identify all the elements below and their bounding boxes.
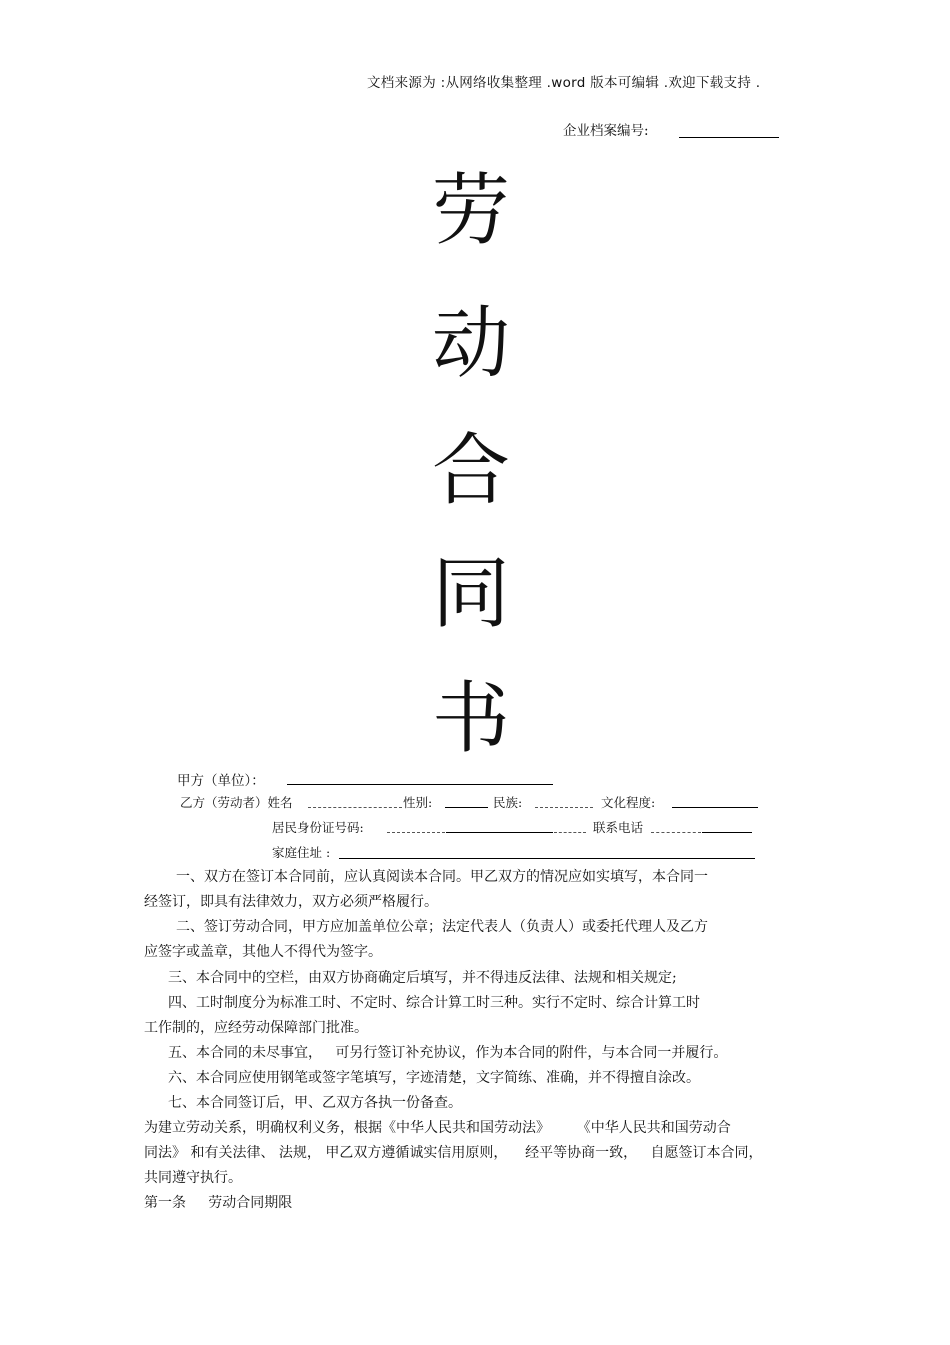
ethnicity-label: 民族: — [493, 795, 523, 810]
note-line: 四、工时制度分为标准工时、不定时、综合计算工时三种。实行不定时、综合计算工时 — [168, 995, 700, 1011]
party-b-name-label: 乙方（劳动者）姓名 — [180, 795, 293, 810]
id-number-field-c[interactable] — [554, 832, 586, 833]
address-field[interactable] — [339, 858, 755, 859]
id-number-label: 居民身份证号码: — [272, 820, 364, 835]
party-a-field[interactable] — [287, 784, 553, 785]
note-line: 六、本合同应使用钢笔或签字笔填写，字迹清楚，文字简练、准确，并不得擅自涂改。 — [168, 1070, 700, 1086]
note-line: 工作制的，应经劳动保障部门批准。 — [144, 1020, 368, 1036]
note-line: 一、双方在签订本合同前，应认真阅读本合同。甲乙双方的情况应如实填写，本合同一 — [176, 869, 708, 885]
source-note: 文档来源为 :从网络收集整理 .word 版本可编辑 .欢迎下载支持 . — [367, 75, 761, 91]
education-field[interactable] — [672, 807, 758, 808]
title-char-5: 书 — [431, 674, 510, 764]
note-line: 五、本合同的未尽事宜， 可另行签订补充协议，作为本合同的附件，与本合同一并履行。 — [168, 1045, 728, 1061]
title-char-3: 合 — [431, 426, 510, 516]
gender-label: 性别: — [403, 795, 433, 810]
note-line: 经签订，即具有法律效力，双方必须严格履行。 — [144, 894, 438, 910]
id-number-field-b[interactable] — [446, 832, 553, 833]
phone-label: 联系电话 — [593, 820, 644, 835]
ethnicity-field[interactable] — [535, 807, 593, 808]
title-char-2: 动 — [431, 299, 510, 389]
title-char-4: 同 — [431, 549, 510, 639]
title-char-1: 劳 — [431, 166, 510, 256]
note-line: 应签字或盖章，其他人不得代为签字。 — [144, 944, 382, 960]
phone-field-a[interactable] — [651, 832, 701, 833]
address-label: 家庭住址 : — [272, 845, 331, 860]
note-line: 七、本合同签订后，甲、乙双方各执一份备查。 — [168, 1095, 462, 1111]
note-line: 二、签订劳动合同，甲方应加盖单位公章；法定代表人（负责人）或委托代理人及乙方 — [176, 919, 708, 935]
education-label: 文化程度: — [601, 795, 656, 810]
preamble-line: 共同遵守执行。 — [144, 1170, 242, 1186]
party-b-name-field[interactable] — [308, 807, 402, 808]
gender-field[interactable] — [445, 807, 488, 808]
preamble-line: 同法》 和有关法律、 法规， 甲乙双方遵循诚实信用原则， 经平等协商一致， 自愿签订本合同， — [144, 1145, 763, 1161]
id-number-field-a[interactable] — [387, 832, 445, 833]
archive-number-field[interactable] — [679, 137, 779, 138]
article-heading: 第一条 劳动合同期限 — [144, 1195, 293, 1211]
party-a-label: 甲方（单位）： — [177, 773, 265, 789]
note-line: 三、本合同中的空栏，由双方协商确定后填写，并不得违反法律、法规和相关规定; — [168, 970, 677, 986]
preamble-line: 为建立劳动关系，明确权利义务，根据《中华人民共和国劳动法》 《中华人民共和国劳动合 — [144, 1120, 731, 1136]
phone-field-b[interactable] — [702, 832, 752, 833]
archive-number-label: 企业档案编号: — [563, 123, 649, 139]
